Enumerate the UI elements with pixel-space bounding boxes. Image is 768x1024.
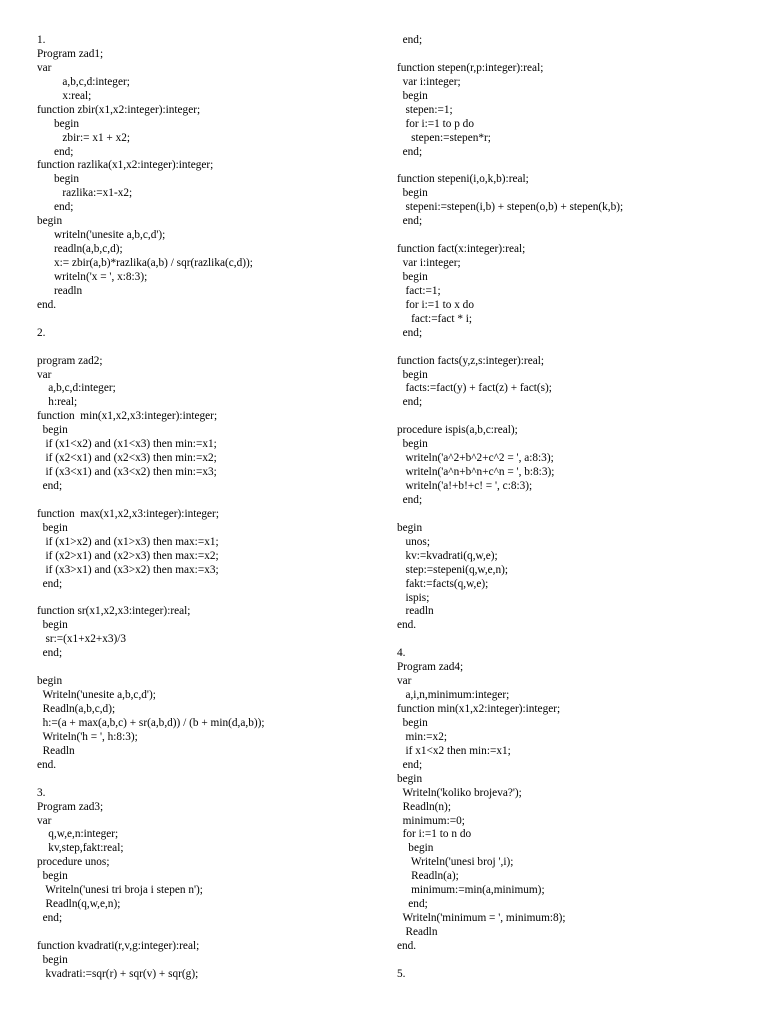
code-line: end;: [397, 326, 423, 339]
code-line: function fact(x:integer):real;: [397, 243, 526, 256]
code-line: function max(x1,x2,x3:integer):integer;: [37, 507, 219, 520]
code-line: function stepeni(i,o,k,b):real;: [397, 173, 529, 186]
code-line: function zbir(x1,x2:integer):integer;: [37, 103, 201, 116]
code-line: ispis;: [397, 591, 430, 604]
code-line: Writeln('h = ', h:8:3);: [37, 730, 138, 743]
code-line: kv:=kvadrati(q,w,e);: [397, 549, 498, 562]
code-line: [37, 592, 387, 606]
code-line: Writeln('unesi tri broja i stepen n');: [37, 884, 203, 897]
code-line: Readln(n);: [397, 800, 451, 813]
code-line: Writeln('unesite a,b,c,d');: [37, 689, 156, 702]
code-line: [397, 410, 747, 424]
code-line: min:=x2;: [397, 730, 447, 743]
code-line: procedure ispis(a,b,c:real);: [397, 424, 518, 437]
code-line: for i:=1 to p do: [397, 117, 474, 130]
code-line: Readln(a,b,c,d);: [37, 703, 116, 715]
code-line: step:=stepeni(q,w,e,n);: [397, 563, 509, 576]
code-line: [37, 661, 387, 675]
code-line: var: [37, 814, 52, 827]
code-line: procedure unos;: [37, 856, 110, 869]
right-column: [397, 34, 747, 982]
code-line: for i:=1 to x do: [397, 298, 474, 311]
code-line: end;: [397, 396, 423, 409]
code-line: begin: [397, 270, 428, 283]
code-line: begin: [37, 870, 68, 883]
code-line: [37, 494, 387, 508]
code-line: begin: [37, 675, 63, 688]
code-line: [397, 508, 747, 522]
code-line: 4.: [397, 647, 406, 660]
code-line: [37, 341, 387, 355]
code-line: begin: [37, 117, 80, 130]
code-line: end;: [397, 493, 423, 506]
code-line: 3.: [37, 786, 46, 799]
code-line: var: [37, 61, 52, 74]
code-line: writeln('a^n+b^n+c^n = ', b:8:3);: [397, 466, 555, 479]
code-line: begin: [37, 953, 68, 966]
code-line: Readln(a);: [397, 870, 459, 883]
code-line: var i:integer;: [397, 75, 461, 88]
code-line: end.: [37, 298, 57, 311]
code-line: end;: [397, 145, 423, 158]
code-line: [37, 773, 387, 787]
code-line: h:real;: [37, 396, 78, 409]
code-line: stepen:=stepen*r;: [397, 131, 491, 144]
code-line: x:= zbir(a,b)*razlika(a,b) / sqr(razlika(c,d));: [37, 257, 253, 269]
code-line: var: [397, 675, 412, 688]
code-line: [397, 48, 747, 62]
code-line: function sr(x1,x2,x3:integer):real;: [37, 605, 191, 618]
code-line: var i:integer;: [397, 257, 461, 269]
code-line: function kvadrati(r,v,g:integer):real;: [37, 939, 200, 952]
code-line: begin: [37, 215, 63, 228]
code-line: if (x3>x1) and (x3>x2) then max:=x3;: [37, 563, 219, 576]
code-line: end;: [37, 577, 63, 590]
code-line: [397, 159, 747, 173]
code-line: if (x2<x1) and (x2<x3) then min:=x2;: [37, 452, 217, 465]
code-line: Readln(q,w,e,n);: [37, 898, 121, 911]
code-line: fakt:=facts(q,w,e);: [397, 577, 489, 590]
code-line: end;: [397, 215, 423, 228]
code-line: end;: [37, 647, 63, 660]
code-line: unos;: [397, 535, 430, 548]
code-line: end;: [37, 480, 63, 492]
code-line: a,b,c,d:integer;: [37, 75, 130, 88]
code-line: end;: [397, 758, 423, 771]
code-line: program zad2;: [37, 354, 103, 367]
code-line: begin: [397, 842, 434, 855]
code-line: end;: [37, 201, 74, 214]
code-line: end.: [397, 939, 417, 952]
code-line: if (x1<x2) and (x1<x3) then min:=x1;: [37, 438, 217, 451]
code-line: 2.: [37, 326, 46, 339]
code-line: function min(x1,x2:integer):integer;: [397, 703, 561, 715]
code-line: begin: [397, 772, 423, 785]
code-line: a,i,n,minimum:integer;: [397, 689, 510, 702]
code-line: [397, 633, 747, 647]
code-line: minimum:=0;: [397, 814, 465, 827]
code-line: Readln: [397, 926, 438, 938]
code-line: begin: [37, 521, 68, 534]
code-line: h:=(a + max(a,b,c) + sr(a,b,d)) / (b + min(d,a,b));: [37, 716, 265, 729]
code-line: [397, 229, 747, 243]
code-line: 1.: [37, 34, 46, 46]
code-line: end.: [397, 619, 417, 632]
code-line: fact:=fact * i;: [397, 312, 473, 325]
code-line: readln: [397, 605, 434, 618]
code-line: begin: [397, 716, 428, 729]
code-line: 5.: [397, 967, 406, 980]
code-line: if (x2>x1) and (x2>x3) then max:=x2;: [37, 549, 219, 562]
code-line: begin: [37, 424, 68, 437]
code-line: facts:=fact(y) + fact(z) + fact(s);: [397, 382, 552, 395]
code-line: kv,step,fakt:real;: [37, 842, 124, 855]
code-line: if x1<x2 then min:=x1;: [397, 744, 511, 757]
code-line: stepen:=1;: [397, 103, 453, 116]
code-line: begin: [397, 368, 428, 381]
code-line: Writeln('minimum = ', minimum:8);: [397, 912, 566, 925]
code-line: Program zad3;: [37, 800, 104, 813]
code-line: function facts(y,z,s:integer):real;: [397, 354, 545, 367]
code-line: x:real;: [37, 89, 92, 102]
code-line: kvadrati:=sqr(r) + sqr(v) + sqr(g);: [37, 967, 199, 980]
code-line: begin: [397, 187, 428, 200]
code-line: [397, 954, 747, 968]
code-line: razlika:=x1-x2;: [37, 187, 133, 200]
code-line: Readln: [37, 744, 75, 757]
code-line: writeln('a^2+b^2+c^2 = ', a:8:3);: [397, 452, 554, 465]
code-line: minimum:=min(a,minimum);: [397, 884, 545, 897]
code-line: [397, 341, 747, 355]
code-line: sr:=(x1+x2+x3)/3: [37, 633, 127, 646]
code-line: writeln('x = ', x:8:3);: [37, 270, 148, 283]
code-line: [37, 926, 387, 940]
code-line: [37, 313, 387, 327]
code-line: for i:=1 to n do: [397, 828, 472, 841]
code-line: function stepen(r,p:integer):real;: [397, 61, 544, 74]
code-line: end;: [37, 145, 74, 158]
code-line: readln(a,b,c,d);: [37, 243, 123, 256]
code-line: q,w,e,n:integer;: [37, 828, 119, 841]
code-line: if (x3<x1) and (x3<x2) then min:=x3;: [37, 466, 217, 479]
code-line: end;: [397, 34, 423, 46]
code-line: Writeln('unesi broj ',i);: [397, 856, 514, 869]
code-line: stepeni:=stepen(i,b) + stepen(o,b) + stepen(k,b);: [397, 201, 624, 214]
code-line: Program zad4;: [397, 661, 464, 674]
code-line: writeln('unesite a,b,c,d');: [37, 229, 166, 242]
code-line: function razlika(x1,x2:integer):integer;: [37, 159, 214, 172]
left-column: [37, 34, 387, 982]
code-line: Writeln('koliko brojeva?');: [397, 786, 522, 799]
code-line: begin: [397, 521, 423, 534]
code-line: fact:=1;: [397, 284, 441, 297]
code-line: end;: [397, 898, 428, 911]
code-line: end.: [37, 758, 57, 771]
code-line: readln: [37, 284, 83, 297]
code-line: if (x1>x2) and (x1>x3) then max:=x1;: [37, 535, 219, 548]
code-line: function min(x1,x2,x3:integer):integer;: [37, 410, 218, 423]
code-line: a,b,c,d:integer;: [37, 382, 116, 395]
code-line: end;: [37, 912, 63, 925]
code-line: begin: [397, 438, 428, 451]
code-line: begin: [37, 173, 80, 186]
code-line: var: [37, 368, 52, 381]
code-line: zbir:= x1 + x2;: [37, 131, 131, 144]
code-line: begin: [37, 619, 68, 632]
code-line: writeln('a!+b!+c! = ', c:8:3);: [397, 480, 533, 492]
code-line: begin: [397, 89, 428, 102]
code-line: Program zad1;: [37, 47, 104, 60]
